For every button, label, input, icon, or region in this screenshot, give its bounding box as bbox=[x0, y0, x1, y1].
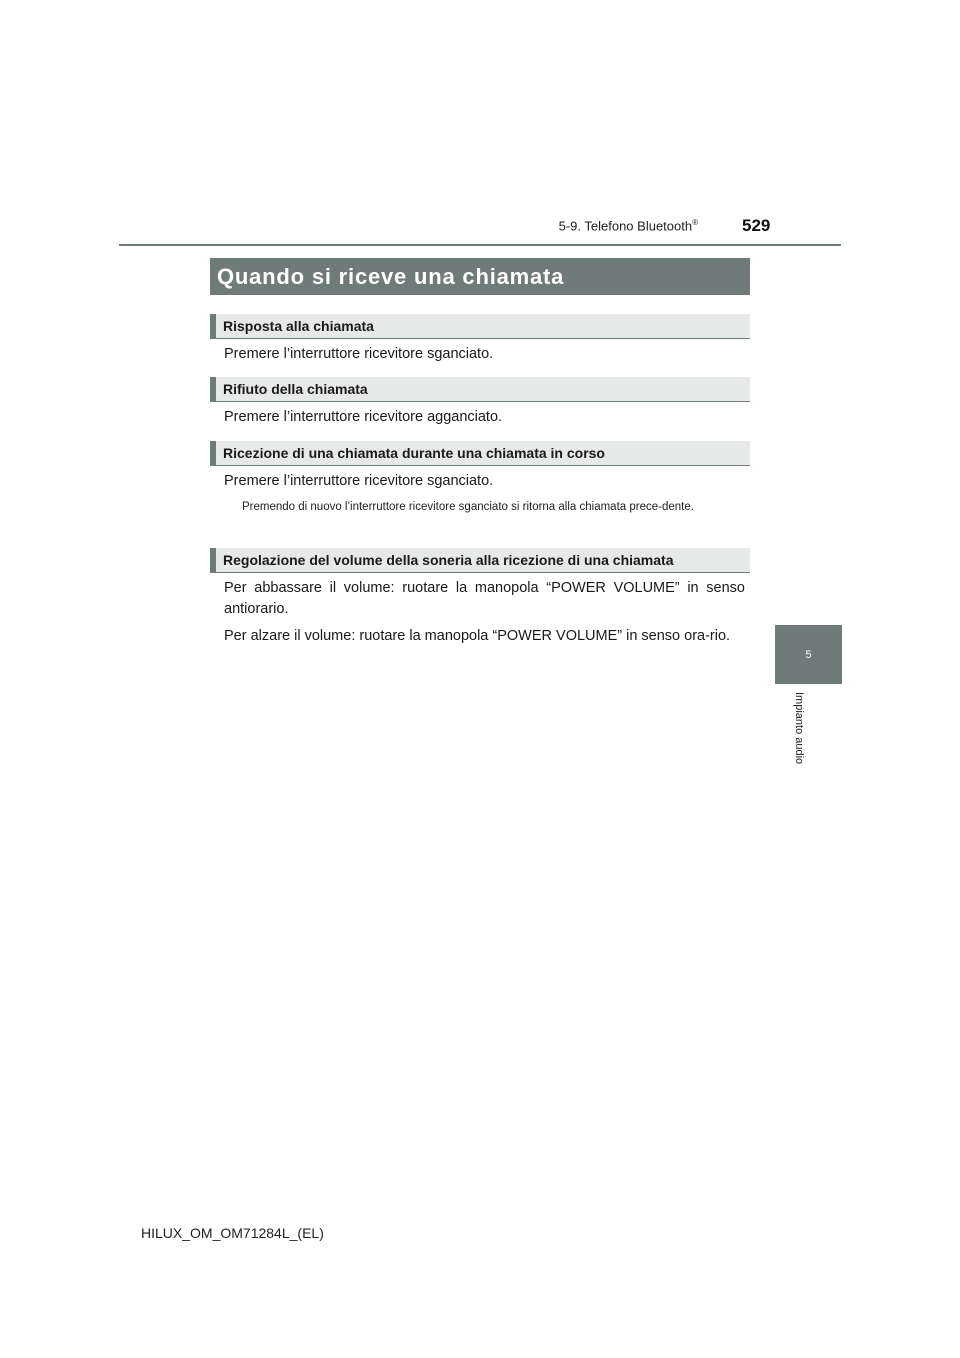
page-title-bar bbox=[210, 258, 750, 295]
note-call-waiting: Premendo di nuovo l’interruttore ricevitore sganciato si ritorna alla chiamata prece-dente. bbox=[242, 501, 694, 513]
section-heading-call-waiting: Ricezione di una chiamata durante una chiamata in corso bbox=[210, 441, 750, 466]
document-code: HILUX_OM_OM71284L_(EL) bbox=[141, 1225, 324, 1241]
running-header-section bbox=[559, 218, 698, 233]
chapter-number: 5 bbox=[805, 648, 812, 661]
chapter-label: Impianto audio bbox=[793, 692, 805, 765]
section-title: 5-9. Telefono Bluetooth bbox=[558, 218, 693, 234]
chapter-tab bbox=[775, 625, 842, 684]
registered-mark: ® bbox=[692, 218, 698, 227]
body-text-volume-up: Per alzare il volume: ruotare la manopola “POWER VOLUME” in senso ora-rio. bbox=[224, 628, 731, 644]
body-text-call-waiting: Premere l’interruttore ricevitore sganciato. bbox=[224, 473, 494, 489]
section-heading-ringer-volume: Regolazione del volume della soneria alla ricezione di una chiamata bbox=[210, 548, 750, 573]
page-title: Quando si riceve una chiamata bbox=[217, 263, 565, 289]
body-text-volume-down: Per abbassare il volume: ruotare la manopola “POWER VOLUME” in senso antiorario. bbox=[224, 580, 745, 617]
header-rule bbox=[119, 244, 841, 246]
section-heading-reject: Rifiuto della chiamata bbox=[210, 377, 750, 402]
page-number: 529 bbox=[742, 216, 771, 235]
section-heading-answer: Risposta alla chiamata bbox=[210, 314, 750, 339]
body-text-answer: Premere l’interruttore ricevitore sganciato. bbox=[224, 346, 494, 362]
body-text-reject: Premere l’interruttore ricevitore agganciato. bbox=[224, 409, 503, 425]
